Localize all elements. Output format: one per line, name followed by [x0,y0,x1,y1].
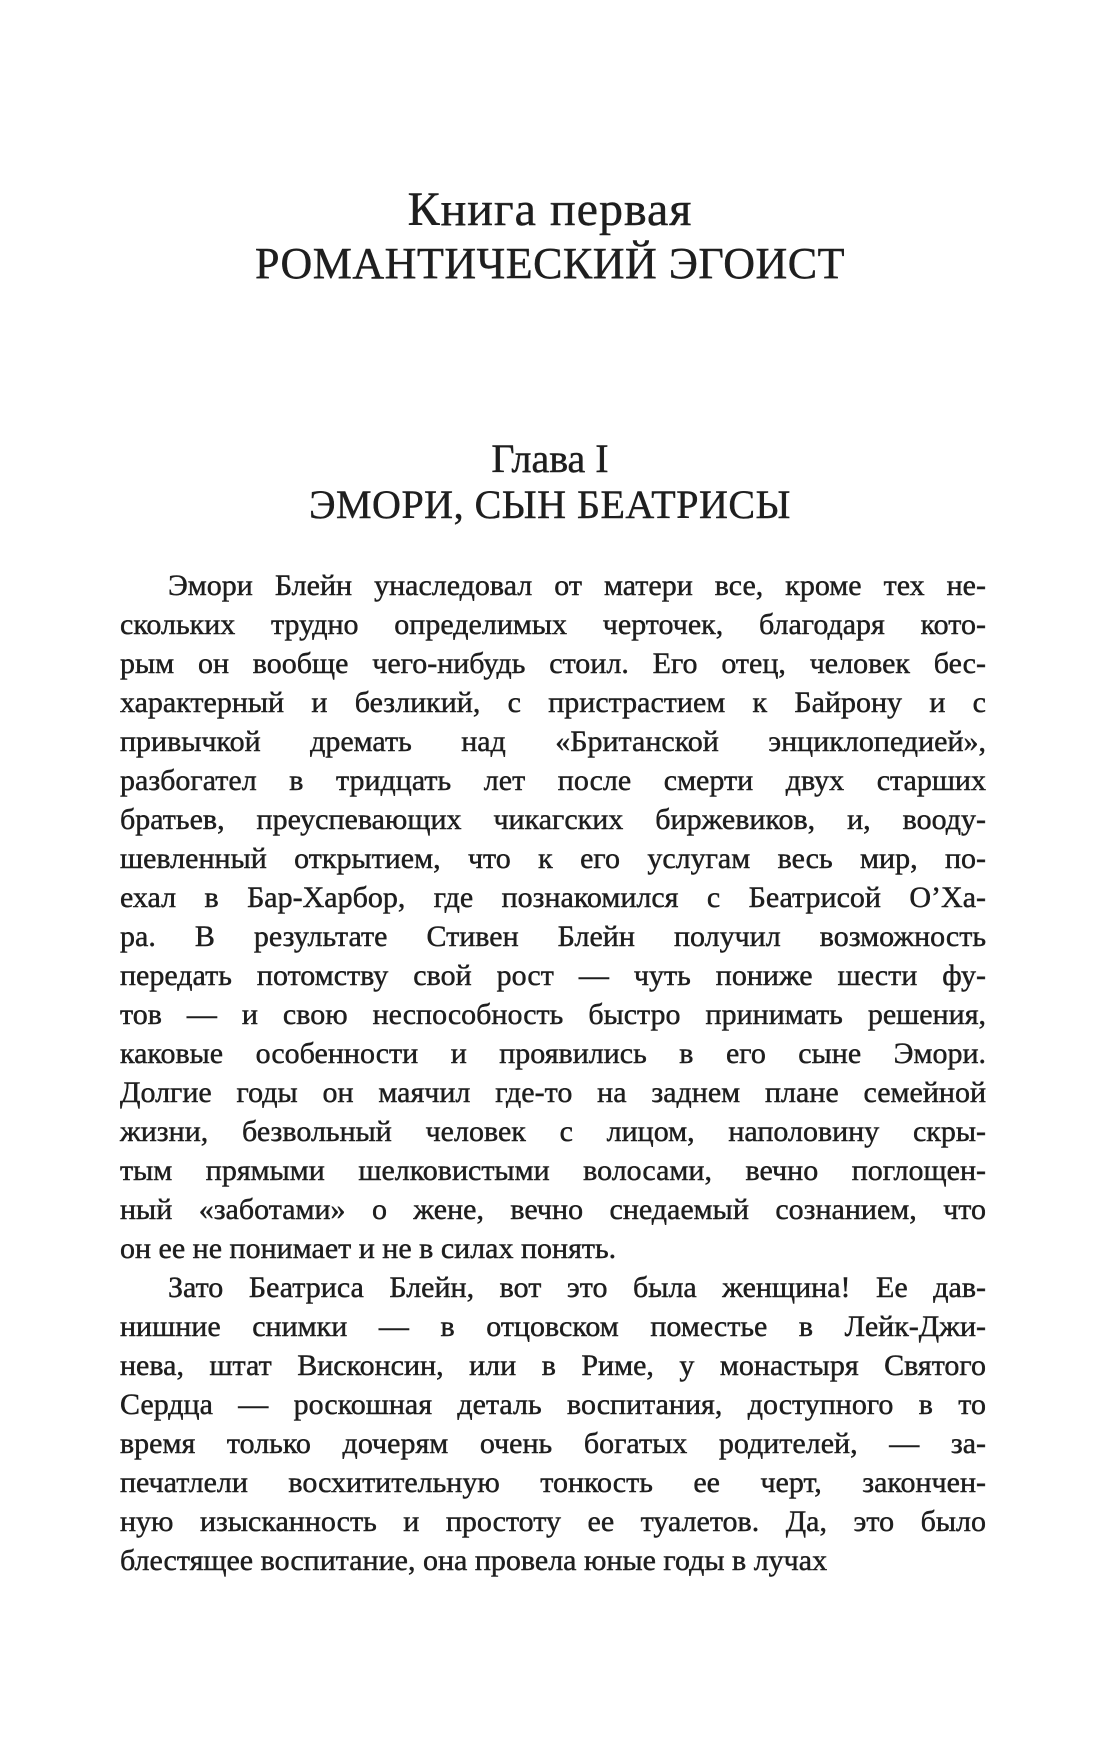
book-part-title: РОМАНТИЧЕСКИЙ ЭГОИСТ [255,239,845,288]
chapter-title: ЭМОРИ, СЫН БЕАТРИСЫ [309,482,791,527]
body-line: жизни, безвольный человек с лицом, наполовину скры- [120,1115,986,1148]
body-line: братьев, преуспевающих чикагских биржевиков, и, вооду- [120,803,986,836]
body-line: блестящее воспитание, она провела юные годы в лучах [120,1544,828,1577]
book-part-number: Книга первая [407,183,693,236]
body-line: каковые особенности и проявились в его сыне Эмори. [120,1037,986,1070]
body-paragraph [120,1268,986,1580]
body-line: Сердца — роскошная деталь воспитания, доступного в то [120,1388,986,1421]
body-line: шевленный открытием, что к его услугам весь мир, по- [120,842,986,875]
body-line: тым прямыми шелковистыми волосами, вечно поглощен- [120,1154,986,1187]
chapter-heading [0,436,1100,528]
body-line: Зато Беатриса Блейн, вот это была женщина! Ее дав- [168,1271,986,1304]
body-paragraph [120,566,986,1268]
chapter-number: Глава I [491,436,609,481]
body-text [120,566,986,1580]
body-line: ный «заботами» о жене, вечно снедаемый сознанием, что [120,1193,986,1226]
body-line: время только дочерям очень богатых родителей, — за- [120,1427,986,1460]
body-line: характерный и безликий, с пристрастием к Байрону и с [120,686,986,719]
body-line: ную изысканность и простоту ее туалетов. Да, это было [120,1505,986,1538]
body-line: скольких трудно определимых черточек, благодаря кото- [120,608,986,641]
book-part-heading [0,183,1100,291]
body-line: передать потомству свой рост — чуть пониже шести фу- [120,959,986,992]
body-line: нева, штат Висконсин, или в Риме, у монастыря Святого [120,1349,986,1382]
body-line: ехал в Бар-Харбор, где познакомился с Беатрисой О’Ха- [120,881,986,914]
body-line: тов — и свою неспособность быстро принимать решения, [120,998,986,1031]
body-line: разбогател в тридцать лет после смерти двух старших [120,764,986,797]
body-line: ра. В результате Стивен Блейн получил возможность [120,920,986,953]
body-line: печатлели восхитительную тонкость ее черт, закончен- [120,1466,986,1499]
body-line: нишние снимки — в отцовском поместье в Лейк-Джи- [120,1310,986,1343]
body-line: рым он вообще чего-нибудь стоил. Его отец, человек бес- [120,647,986,680]
body-line: привычкой дремать над «Британской энциклопедией», [120,725,986,758]
body-line: он ее не понимает и не в силах понять. [120,1232,617,1265]
body-line: Долгие годы он маячил где-то на заднем плане семейной [120,1076,986,1109]
body-line: Эмори Блейн унаследовал от матери все, кроме тех не- [168,569,986,602]
